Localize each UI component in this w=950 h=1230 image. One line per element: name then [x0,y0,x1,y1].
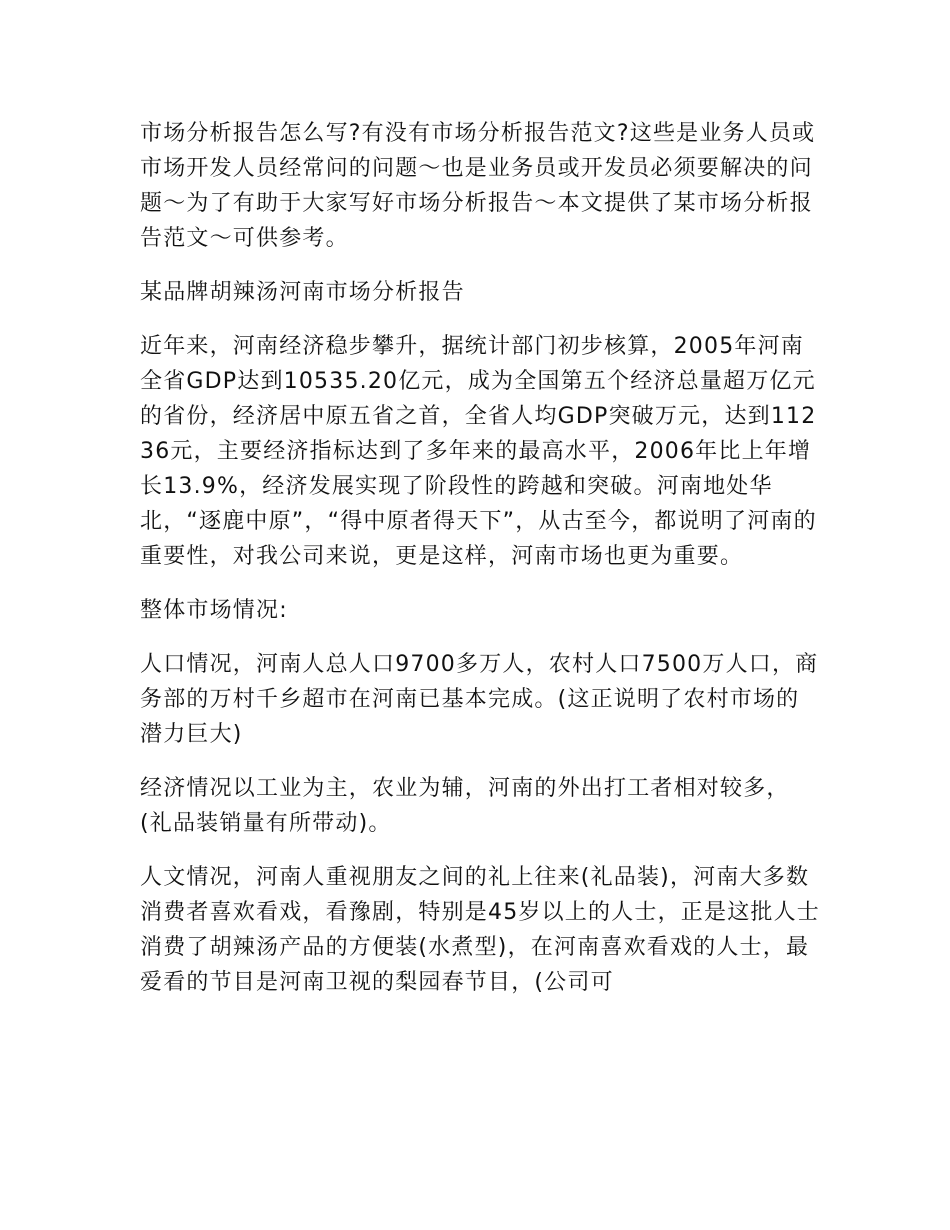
culture-paragraph: 人文情况，河南人重视朋友之间的礼上往来(礼品装)，河南大多数消费者喜欢看戏，看豫剧，特别是45岁以上的人士，正是这批人士消费了胡辣汤产品的方便装(水煮型)，在河南喜欢看戏的人士，最爱看的节目是河南卫视的梨园春节目，(公司可 [140,865,820,995]
economic-situation-paragraph: 经济情况以工业为主，农业为辅，河南的外出打工者相对较多，(礼品装销量有所带动)。 [140,776,790,836]
document-body [140,116,820,1019]
economy-paragraph: 近年来，河南经济稳步攀升，据统计部门初步核算，2005年河南全省GDP达到10535.20亿元，成为全国第五个经济总量超万亿元的省份，经济居中原五省之首，全省人均GDP突破万元，达到11236元，主要经济指标达到了多年来的最高水平，2006年比上年增长13.9%，经济发展实现了阶段性的跨越和突破。河南地处华北，“逐鹿中原”，“得中原者得天下”，从古至今，都说明了河南的重要性，对我公司来说，更是这样，河南市场也更为重要。 [140,334,817,569]
section-heading-overall-market: 整体市场情况: [140,598,288,623]
population-paragraph: 人口情况，河南人总人口9700多万人，农村人口7500万人口，商务部的万村千乡超市在河南已基本完成。(这正说明了农村市场的潜力巨大) [140,652,819,747]
intro-paragraph: 市场分析报告怎么写?有没有市场分析报告范文?这些是业务人员或市场开发人员经常问的问题～也是业务员或开发员必须要解决的问题～为了有助于大家写好市场分析报告～本文提供了某市场分析报告范文～可供参考。 [140,121,816,251]
report-title: 某品牌胡辣汤河南市场分析报告 [140,280,465,305]
